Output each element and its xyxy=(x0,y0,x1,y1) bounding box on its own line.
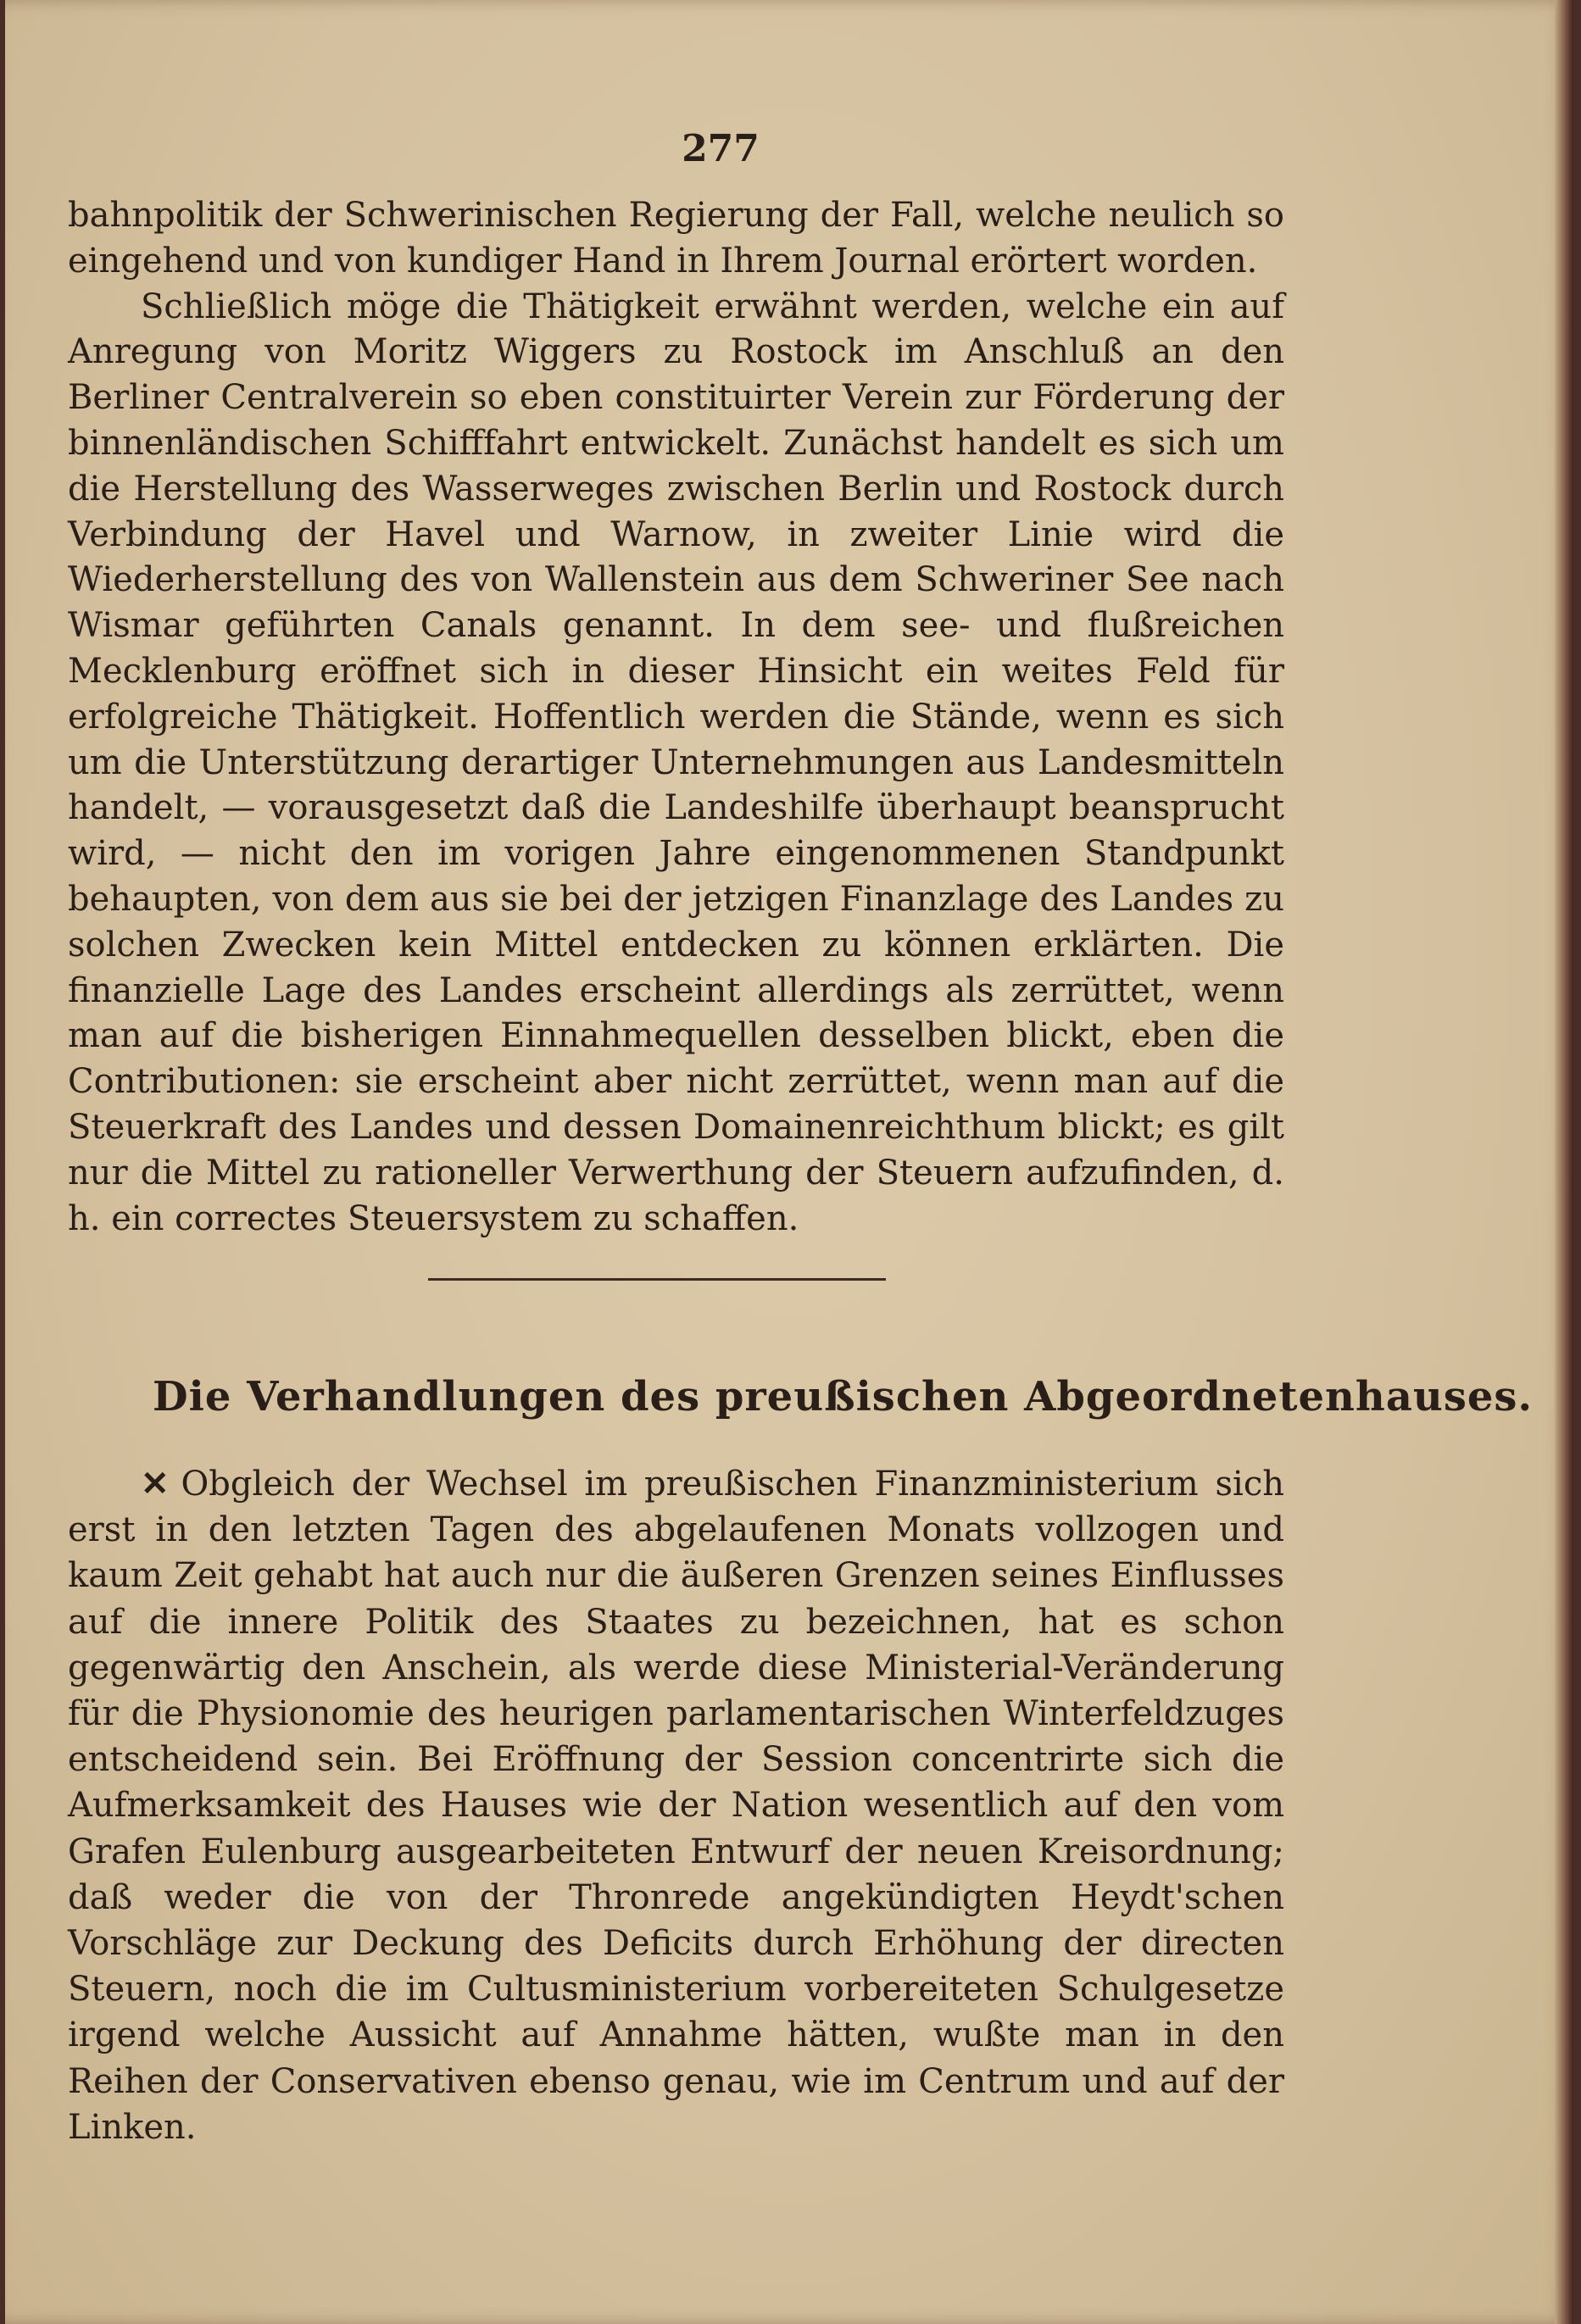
paragraph-schifffahrt: Schließlich möge die Thätigkeit erwähnt werden, welche ein auf Anregung von Moritz Wiggers zu Rostock im Anschluß an den Berliner Centralverein so eben constituirter Verein zur Förderung der binnenländischen Schifffahrt entwickelt. Zunächst handelt es sich um die Herstellung des Wasserweges zwischen Berlin und Rostock durch Verbindung der Havel und Warnow, in zweiter Linie wird die Wiederherstellung des von Wallenstein aus dem Schweriner See nach Wismar geführten Canals genannt. In dem see- und flußreichen Mecklenburg eröffnet sich in dieser Hinsicht ein weites Feld für erfolgreiche Thätigkeit. Hoffentlich werden die Stände, wenn es sich um die Unterstützung derartiger Unternehmungen aus Landesmitteln handelt, — vorausgesetzt daß die Landeshilfe überhaupt beansprucht wird, — nicht den im vorigen Jahre eingenommenen Standpunkt behaupten, von dem aus sie bei der jetzigen Finanzlage des Landes zu solchen Zwecken kein Mittel entdecken zu können erklärten. Die finanzielle Lage des Landes erscheint allerdings als zerrüttet, wenn man auf die bisherigen Einnahmequellen desselben blickt, eben die Contributionen: sie erscheint aber nicht zerrüttet, wenn man auf die Steuerkraft des Landes und dessen Domainenreichthum blickt; es gilt nur die Mittel zu rationeller Verwerthung der Steuern aufzufinden, d. h. ein correctes Steuersystem zu schaffen. xyxy=(68,286,1284,1238)
section-1-body xyxy=(68,193,1284,1242)
page-spine-shadow xyxy=(1555,0,1573,2324)
section-divider xyxy=(428,1278,886,1281)
paragraph-abgeordnetenhaus xyxy=(68,1461,1284,2150)
paragraph-text: Obgleich der Wechsel im preußischen Finanzministerium sich erst in den letzten Tagen des abgelaufenen Monats vollzogen und kaum Zeit gehabt hat auch nur die äußeren Grenzen seines Einflusses auf die innere Politik des Staates zu bezeichnen, hat es schon gegenwärtig den Anschein, als werde diese Ministerial-Veränderung für die Physionomie des heurigen parlamentarischen Winterfeldzuges entscheidend sein. Bei Eröffnung der Session concentrirte sich die Aufmerksamkeit des Hauses wie der Nation wesentlich auf den vom Grafen Eulenburg ausgearbeiteten Entwurf der neuen Kreisordnung; daß weder die von der Thronrede angekündigten Heydt'schen Vorschläge zur Deckung des Deficits durch Erhöhung der directen Steuern, noch die im Cultusministerium vorbereiteten Schulgesetze irgend welche Aussicht auf Annahme hätten, wußte man in den Reihen der Conservativen ebenso genau, wie im Centrum und auf der Linken. xyxy=(68,1465,1284,2147)
paragraph-continuation: bahnpolitik der Schwerinischen Regierung der Fall, welche neulich so eingehend und von kundiger Hand in Ihrem Journal erörtert worden. xyxy=(68,196,1284,281)
page-number: 277 xyxy=(682,127,760,170)
section-marker-icon: ✕ xyxy=(141,1464,170,1504)
section-2-body xyxy=(68,1461,1284,2150)
section-heading: Die Verhandlungen des preußischen Abgeordnetenhauses. xyxy=(153,1373,1534,1421)
